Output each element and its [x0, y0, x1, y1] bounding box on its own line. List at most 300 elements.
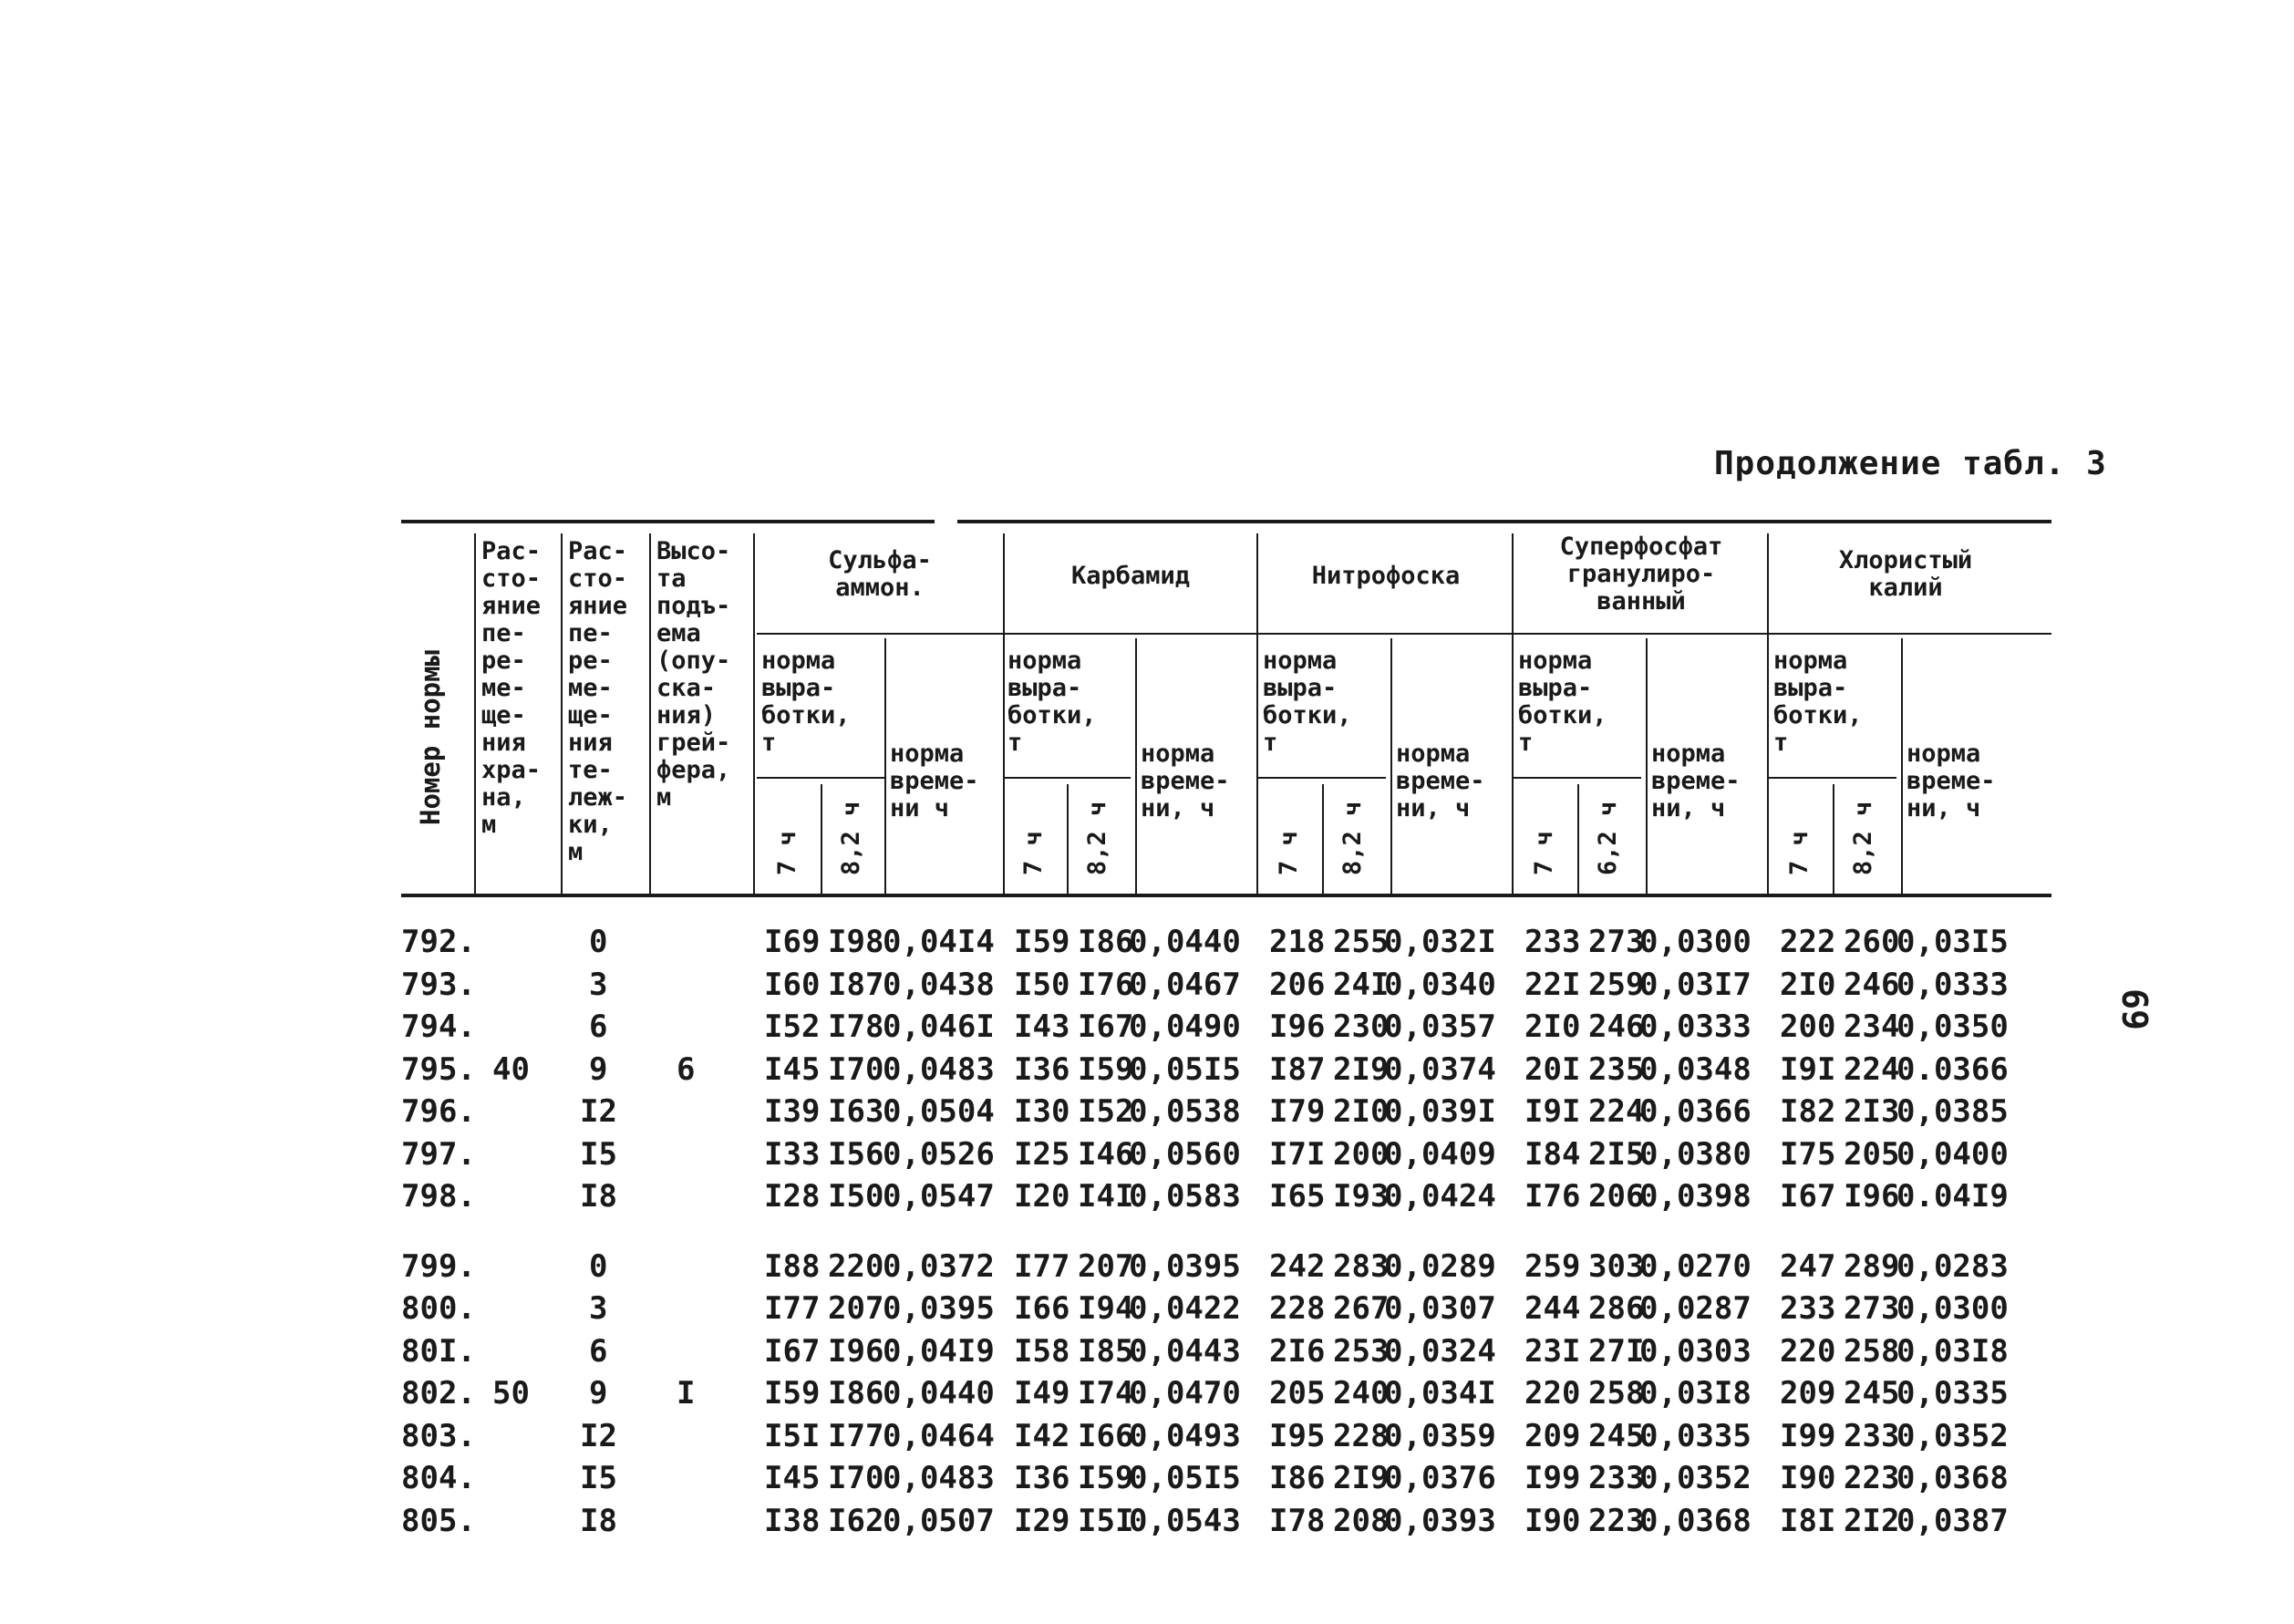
cell-value: 20I [1524, 1050, 1581, 1088]
cell-value: I8I [1780, 1502, 1836, 1539]
cell-value: 0,0368 [1896, 1460, 2009, 1496]
cell-value: I29 [1014, 1502, 1070, 1539]
cell-value: 0,0395 [1129, 1247, 1241, 1285]
cell-value: I77 [764, 1290, 821, 1327]
norm-time-header: норма време- ни, ч [1396, 740, 1485, 822]
cell-value: 0,0504 [883, 1093, 995, 1130]
cell-dist-store: 50 [492, 1375, 530, 1412]
cell-height: 6 [677, 1050, 696, 1088]
cell-value: 0,0387 [1896, 1502, 2009, 1539]
cell-height: I [677, 1375, 696, 1412]
group-rule [757, 633, 2051, 635]
cell-value: 0,04I4 [883, 924, 995, 960]
col-sep [649, 533, 651, 894]
col-sep [1390, 638, 1392, 894]
header-top-rule [401, 520, 935, 523]
cell-value: 244 [1524, 1290, 1581, 1327]
table-row [0, 1457, 2294, 1499]
cell-value: I36 [1014, 1460, 1070, 1496]
cell-value: 0,0560 [1129, 1135, 1241, 1173]
cell-value: I87 [828, 966, 884, 1003]
cell-value: 209 [1780, 1375, 1836, 1412]
cell-value: I7I [1269, 1135, 1326, 1173]
group-header-sulfate: Сульфа- аммон. [828, 546, 932, 602]
norm-time-header: норма време- ни, ч [1906, 740, 1996, 822]
header-bottom-rule [401, 894, 2051, 897]
cell-value: I5I [764, 1417, 821, 1454]
cell-value: I5I [1078, 1502, 1134, 1539]
cell-value: 0,0438 [883, 966, 995, 1003]
norm-output-header: норма выра- ботки, т [1773, 646, 1863, 757]
cell-value: 0,0303 [1639, 1332, 1752, 1370]
table-row [0, 964, 2294, 1006]
cell-value: 260 [1844, 924, 1900, 960]
col-sep [1512, 533, 1514, 894]
cell-dist-move: 3 [589, 966, 608, 1003]
table-row [0, 1246, 2294, 1288]
cell-value: 206 [1588, 1178, 1645, 1215]
cell-value: I67 [1780, 1178, 1836, 1215]
cell-norm-number: 794. [401, 1009, 476, 1045]
hours-82-header: 8,2 ч [1083, 801, 1111, 875]
table-row [0, 1372, 2294, 1414]
cell-value: I76 [1078, 966, 1134, 1003]
hours-rule-3 [1258, 777, 1386, 779]
cell-value: 0,0490 [1129, 1009, 1241, 1045]
table-row [0, 1415, 2294, 1457]
cell-value: 0,0300 [1896, 1290, 2009, 1327]
cell-value: 0,0335 [1896, 1375, 2009, 1412]
table-row [0, 1175, 2294, 1217]
cell-value: I50 [1014, 966, 1070, 1003]
col-sep [753, 533, 755, 894]
cell-value: I63 [828, 1093, 884, 1130]
cell-norm-number: 798. [401, 1178, 476, 1215]
cell-value: 223 [1844, 1460, 1900, 1496]
cell-value: 0,0359 [1384, 1417, 1496, 1454]
cell-value: I52 [1078, 1093, 1134, 1130]
cell-value: 0,03I8 [1639, 1375, 1752, 1412]
cell-value: 0,0335 [1639, 1417, 1752, 1454]
cell-value: 233 [1588, 1460, 1645, 1496]
cell-value: 2I0 [1780, 966, 1836, 1003]
cell-value: 0,0470 [1129, 1375, 1241, 1412]
cell-value: 205 [1269, 1375, 1326, 1412]
cell-value: I58 [1014, 1332, 1070, 1370]
table-row [0, 1330, 2294, 1372]
cell-value: 273 [1844, 1290, 1900, 1327]
cell-value: 0,0409 [1384, 1135, 1496, 1173]
hours-62-header: 6,2 ч [1594, 801, 1622, 875]
cell-value: 0,0300 [1639, 924, 1752, 960]
cell-value: 220 [828, 1247, 884, 1285]
cell-value: I77 [828, 1417, 884, 1454]
cell-value: 0,0464 [883, 1417, 995, 1454]
cell-value: 0,0385 [1896, 1093, 2009, 1130]
cell-dist-move: 3 [589, 1290, 608, 1327]
cell-value: 23I [1524, 1332, 1581, 1370]
cell-value: 235 [1588, 1050, 1645, 1088]
cell-norm-number: 796. [401, 1093, 476, 1130]
cell-value: 303 [1588, 1247, 1645, 1285]
page-number: 69 [2113, 988, 2154, 1030]
cell-value: I39 [764, 1093, 821, 1130]
cell-value: I52 [764, 1009, 821, 1045]
cell-value: I20 [1014, 1178, 1070, 1215]
cell-dist-move: 6 [589, 1332, 608, 1370]
table-caption: Продолжение табл. 3 [1714, 445, 2107, 482]
cell-value: I96 [1844, 1178, 1900, 1215]
group-header-potassium: Хлористый калий [1838, 546, 1973, 602]
cell-value: 233 [1780, 1290, 1836, 1327]
cell-value: 245 [1844, 1375, 1900, 1412]
cell-value: I99 [1780, 1417, 1836, 1454]
cell-value: 0,0483 [883, 1460, 995, 1496]
cell-value: 224 [1588, 1093, 1645, 1130]
col-sep [474, 533, 476, 894]
col-header-dist-store: Рас- сто- яние пе- ре- ме- ще- ния хра- на, м [481, 537, 542, 839]
cell-value: 0,0340 [1384, 966, 1496, 1003]
cell-value: I96 [1269, 1009, 1326, 1045]
cell-norm-number: 80I. [401, 1332, 476, 1370]
cell-value: I28 [764, 1178, 821, 1215]
cell-value: I75 [1780, 1135, 1836, 1173]
table-row [0, 1288, 2294, 1329]
cell-value: I67 [764, 1332, 821, 1370]
cell-value: I38 [764, 1502, 821, 1539]
cell-value: 220 [1780, 1332, 1836, 1370]
cell-value: 259 [1524, 1247, 1581, 1285]
col-sep [1901, 638, 1903, 894]
cell-value: I82 [1780, 1093, 1836, 1130]
cell-value: 0,0357 [1384, 1009, 1496, 1045]
cell-value: I46 [1078, 1135, 1134, 1173]
cell-value: I70 [828, 1460, 884, 1496]
cell-value: 0,0376 [1384, 1460, 1496, 1496]
cell-value: 0,0493 [1129, 1417, 1241, 1454]
cell-value: 0,0348 [1639, 1050, 1752, 1088]
cell-value: I60 [764, 966, 821, 1003]
cell-value: 0,0372 [883, 1247, 995, 1285]
cell-value: 273 [1588, 924, 1645, 960]
cell-value: 233 [1524, 924, 1581, 960]
group-header-superphosphate: Суперфосфат гранулиро- ванный [1559, 533, 1723, 615]
cell-value: I59 [1078, 1050, 1134, 1088]
cell-dist-move: I8 [580, 1178, 617, 1215]
cell-value: 0,0440 [883, 1375, 995, 1412]
cell-dist-move: I2 [580, 1417, 617, 1454]
hours-rule-2 [1003, 777, 1131, 779]
cell-value: 0.04I9 [1896, 1178, 2009, 1215]
cell-value: 0,0467 [1129, 966, 1241, 1003]
cell-value: 2I0 [1524, 1009, 1581, 1045]
cell-value: I30 [1014, 1093, 1070, 1130]
cell-value: 0,03I7 [1639, 966, 1752, 1003]
col-sep [561, 533, 563, 894]
cell-dist-store: 40 [492, 1050, 530, 1088]
cell-value: 0,05I5 [1129, 1050, 1241, 1088]
col-sep [1646, 638, 1648, 894]
cell-norm-number: 797. [401, 1135, 476, 1173]
cell-value: 0,0374 [1384, 1050, 1496, 1088]
cell-value: 0,0307 [1384, 1290, 1496, 1327]
table-row [0, 1049, 2294, 1091]
cell-value: 200 [1780, 1009, 1836, 1045]
cell-value: 0,0395 [883, 1290, 995, 1327]
cell-value: 0,04I9 [883, 1332, 995, 1370]
cell-value: 0,0380 [1639, 1135, 1752, 1173]
col-header-height: Высо- та подъ- ема (опу- ска- ния) грей- фера, м [656, 537, 731, 812]
cell-value: 0,0547 [883, 1178, 995, 1215]
cell-value: I77 [1014, 1247, 1070, 1285]
cell-value: 0,0366 [1639, 1093, 1752, 1130]
hours-7-header: 7 ч [773, 831, 801, 875]
cell-value: 0,0422 [1129, 1290, 1241, 1327]
cell-value: I43 [1014, 1009, 1070, 1045]
cell-value: I66 [1078, 1417, 1134, 1454]
cell-value: 0,03I5 [1896, 924, 2009, 960]
cell-value: 0,03I8 [1896, 1332, 2009, 1370]
col-sep [884, 638, 886, 894]
cell-value: I86 [828, 1375, 884, 1412]
cell-value: I74 [1078, 1375, 1134, 1412]
cell-value: I85 [1078, 1332, 1134, 1370]
cell-dist-move: I5 [580, 1135, 617, 1173]
norm-output-header: норма выра- ботки, т [761, 646, 851, 757]
cell-value: 267 [1333, 1290, 1390, 1327]
cell-value: 0,0440 [1129, 924, 1241, 960]
cell-value: 207 [1078, 1247, 1134, 1285]
cell-value: 0,0583 [1129, 1178, 1241, 1215]
cell-value: 246 [1844, 966, 1900, 1003]
cell-value: I98 [828, 924, 884, 960]
cell-value: 207 [828, 1290, 884, 1327]
cell-value: I86 [1269, 1460, 1326, 1496]
cell-value: 245 [1588, 1417, 1645, 1454]
cell-value: I78 [1269, 1502, 1326, 1539]
cell-value: I42 [1014, 1417, 1070, 1454]
table-row [0, 1006, 2294, 1048]
cell-value: I59 [1014, 924, 1070, 960]
cell-dist-move: 6 [589, 1009, 608, 1045]
cell-value: 289 [1844, 1247, 1900, 1285]
cell-value: I4I [1078, 1178, 1134, 1215]
cell-value: 0,0333 [1896, 966, 2009, 1003]
cell-value: 0,032I [1384, 924, 1496, 960]
cell-value: 286 [1588, 1290, 1645, 1327]
cell-dist-move: 0 [589, 924, 608, 960]
cell-value: 0,034I [1384, 1375, 1496, 1412]
cell-value: 0,0538 [1129, 1093, 1241, 1130]
cell-value: I66 [1014, 1290, 1070, 1327]
hours-7-header: 7 ч [1785, 831, 1814, 875]
cell-value: 258 [1588, 1375, 1645, 1412]
cell-value: 0,0424 [1384, 1178, 1496, 1215]
cell-value: 0,0270 [1639, 1247, 1752, 1285]
cell-dist-move: I2 [580, 1093, 617, 1130]
cell-value: 208 [1333, 1502, 1390, 1539]
cell-value: 2I2 [1844, 1502, 1900, 1539]
hours-82-header: 8,2 ч [1338, 801, 1367, 875]
cell-value: I79 [1269, 1093, 1326, 1130]
cell-value: I86 [1078, 924, 1134, 960]
norm-time-header: норма време- ни, ч [1651, 740, 1741, 822]
cell-value: I56 [828, 1135, 884, 1173]
cell-value: 255 [1333, 924, 1390, 960]
cell-value: 0,0398 [1639, 1178, 1752, 1215]
cell-value: I90 [1524, 1502, 1581, 1539]
cell-dist-move: I5 [580, 1460, 617, 1496]
cell-value: I94 [1078, 1290, 1134, 1327]
cell-value: I67 [1078, 1009, 1134, 1045]
cell-value: 233 [1844, 1417, 1900, 1454]
cell-value: 0,0526 [883, 1135, 995, 1173]
table-row [0, 1091, 2294, 1133]
cell-norm-number: 804. [401, 1460, 476, 1496]
cell-value: 259 [1588, 966, 1645, 1003]
cell-value: 200 [1333, 1135, 1390, 1173]
group-header-carbamide: Карбамид [1070, 562, 1191, 590]
cell-value: 0,0324 [1384, 1332, 1496, 1370]
cell-value: 0,0393 [1384, 1502, 1496, 1539]
cell-value: I84 [1524, 1135, 1581, 1173]
cell-value: I62 [828, 1502, 884, 1539]
cell-value: 228 [1333, 1417, 1390, 1454]
hours-rule-4 [1514, 777, 1641, 779]
hours-rule-1 [757, 777, 884, 779]
cell-value: 0,0483 [883, 1050, 995, 1088]
cell-dist-move: 9 [589, 1050, 608, 1088]
cell-value: 0,0352 [1639, 1460, 1752, 1496]
cell-norm-number: 792. [401, 924, 476, 960]
cell-value: 230 [1333, 1009, 1390, 1045]
col-sep [821, 784, 822, 894]
cell-value: 206 [1269, 966, 1326, 1003]
cell-value: 0,0543 [1129, 1502, 1241, 1539]
cell-value: I33 [764, 1135, 821, 1173]
norm-output-header: норма выра- ботки, т [1518, 646, 1607, 757]
col-sep [1067, 784, 1069, 894]
cell-value: 246 [1588, 1009, 1645, 1045]
cell-value: 218 [1269, 924, 1326, 960]
cell-dist-move: 0 [589, 1247, 608, 1285]
cell-value: 283 [1333, 1247, 1390, 1285]
cell-norm-number: 802. [401, 1375, 476, 1412]
cell-value: I49 [1014, 1375, 1070, 1412]
cell-value: 0,0283 [1896, 1247, 2009, 1285]
hours-82-header: 8,2 ч [837, 801, 865, 875]
cell-value: I59 [1078, 1460, 1134, 1496]
cell-value: I95 [1269, 1417, 1326, 1454]
col-sep [1256, 533, 1258, 894]
cell-norm-number: 800. [401, 1290, 476, 1327]
col-sep [1322, 784, 1324, 894]
cell-value: 2I3 [1844, 1093, 1900, 1130]
header-top-rule-right [957, 520, 2051, 523]
cell-value: 253 [1333, 1332, 1390, 1370]
cell-value: I99 [1524, 1460, 1581, 1496]
cell-value: I76 [1524, 1178, 1581, 1215]
cell-value: 220 [1524, 1375, 1581, 1412]
cell-value: I45 [764, 1050, 821, 1088]
table-row [0, 1500, 2294, 1542]
cell-norm-number: 805. [401, 1502, 476, 1539]
cell-value: 0,0333 [1639, 1009, 1752, 1045]
cell-value: I90 [1780, 1460, 1836, 1496]
cell-value: 0,0400 [1896, 1135, 2009, 1173]
cell-value: 209 [1524, 1417, 1581, 1454]
cell-dist-move: 9 [589, 1375, 608, 1412]
cell-norm-number: 799. [401, 1247, 476, 1285]
col-sep [1003, 533, 1005, 894]
cell-value: 222 [1780, 924, 1836, 960]
hours-7-header: 7 ч [1530, 831, 1558, 875]
cell-value: 234 [1844, 1009, 1900, 1045]
cell-value: 22I [1524, 966, 1581, 1003]
cell-value: 0,05I5 [1129, 1460, 1241, 1496]
col-sep [1135, 638, 1137, 894]
cell-value: I96 [828, 1332, 884, 1370]
col-sep [1833, 784, 1834, 894]
cell-value: I88 [764, 1247, 821, 1285]
cell-value: 2I9 [1333, 1050, 1390, 1088]
hours-82-header: 8,2 ч [1849, 801, 1877, 875]
cell-value: I45 [764, 1460, 821, 1496]
group-header-nitrofoska: Нитрофоска [1311, 562, 1461, 590]
cell-value: I50 [828, 1178, 884, 1215]
col-sep [1767, 533, 1769, 894]
cell-value: 0,0289 [1384, 1247, 1496, 1285]
cell-value: I36 [1014, 1050, 1070, 1088]
cell-value: 0,0352 [1896, 1417, 2009, 1454]
cell-value: I93 [1333, 1178, 1390, 1215]
norm-output-header: норма выра- ботки, т [1008, 646, 1097, 757]
hours-rule-5 [1769, 777, 1896, 779]
col-sep [1577, 784, 1579, 894]
cell-value: 223 [1588, 1502, 1645, 1539]
cell-value: 27I [1588, 1332, 1645, 1370]
cell-value: 247 [1780, 1247, 1836, 1285]
cell-value: 2I5 [1588, 1135, 1645, 1173]
cell-value: 0,0350 [1896, 1009, 2009, 1045]
cell-value: 258 [1844, 1332, 1900, 1370]
cell-dist-move: I8 [580, 1502, 617, 1539]
hours-7-header: 7 ч [1275, 831, 1303, 875]
norm-time-header: норма време- ни ч [890, 740, 979, 822]
cell-value: I69 [764, 924, 821, 960]
cell-value: I59 [764, 1375, 821, 1412]
cell-value: I78 [828, 1009, 884, 1045]
norm-time-header: норма време- ни, ч [1141, 740, 1230, 822]
cell-value: 224 [1844, 1050, 1900, 1088]
cell-norm-number: 793. [401, 966, 476, 1003]
norm-output-header: норма выра- ботки, т [1263, 646, 1352, 757]
table-row [0, 921, 2294, 963]
col-header-nomer: Номер нормы [415, 649, 446, 825]
col-header-dist-move: Рас- сто- яние пе- ре- ме- ще- ния те- леж- ки, м [568, 537, 628, 866]
cell-value: 0,0368 [1639, 1502, 1752, 1539]
cell-value: 2I6 [1269, 1332, 1326, 1370]
cell-value: I70 [828, 1050, 884, 1088]
cell-value: 2I9 [1333, 1460, 1390, 1496]
cell-value: 0,0507 [883, 1502, 995, 1539]
table-row [0, 1133, 2294, 1175]
cell-value: 228 [1269, 1290, 1326, 1327]
cell-value: 2I0 [1333, 1093, 1390, 1130]
cell-norm-number: 795. [401, 1050, 476, 1088]
cell-value: I9I [1524, 1093, 1581, 1130]
cell-value: 240 [1333, 1375, 1390, 1412]
